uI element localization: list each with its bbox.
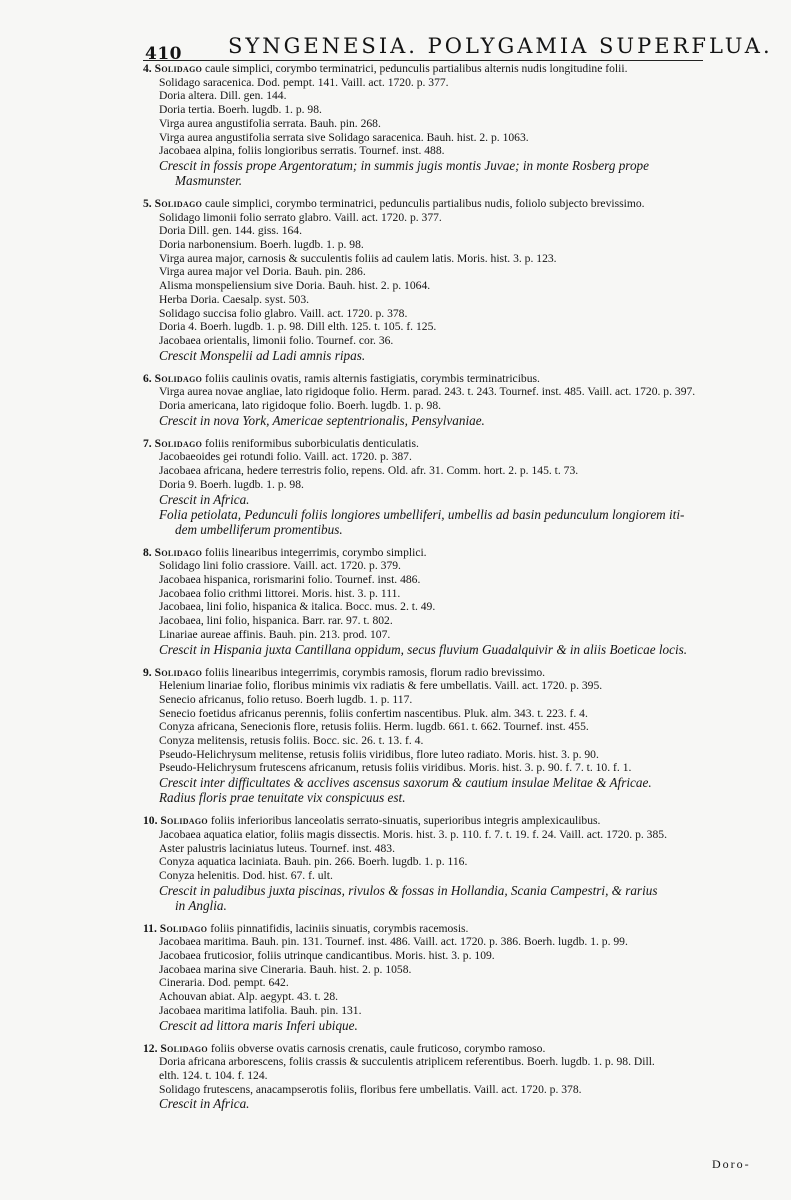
habitat-line: in Anglia. — [175, 897, 227, 913]
synonym-line: Conyza melitensis, retusis foliis. Bocc. sic. 26. t. 13. f. 4. — [159, 734, 424, 748]
synonym-line: Doria tertia. Boerh. lugdb. 1. p. 98. — [159, 103, 322, 117]
synonym-line: Solidago lini folio crassiore. Vaill. act. 1720. p. 379. — [159, 559, 401, 573]
synonym-line: Doria 4. Boerh. lugdb. 1. p. 98. Dill elth. 125. t. 105. f. 125. — [159, 320, 437, 334]
note-line: Radius floris prae tenuitate vix conspicuus est. — [159, 790, 406, 806]
species-entry — [143, 922, 771, 1033]
synonym-line: Virga aurea angustifolia serrata sive Solidago saracenica. Bauh. hist. 2. p. 1063. — [159, 130, 529, 144]
page-number: 410 — [145, 44, 182, 64]
synonym-line: Doria africana arborescens, foliis crassis & succulentis atriplicem referentibus. Boerh. lugdb. 1. p. 98. Dill. — [159, 1055, 655, 1069]
note-line: Folia petiolata, Pedunculi foliis longiores umbelliferi, umbellis ad basin pedunculum longiorem iti- — [159, 506, 685, 522]
entry-number: 9. — [143, 665, 152, 679]
synonym-line: Jacobaeoides gei rotundi folio. Vaill. act. 1720. p. 387. — [159, 450, 412, 464]
synonym-line: Aster palustris laciniatus luteus. Tournef. inst. 483. — [159, 841, 395, 855]
species-entry — [143, 814, 771, 913]
entry-genus: Solidago — [154, 545, 203, 559]
catchword: Doro- — [712, 1157, 751, 1171]
habitat-line: Crescit in Hispania juxta Cantillana oppidum, secus fluvium Guadalquivir & in aliis Boeticae locis. — [159, 641, 688, 657]
entry-diagnosis: foliis reniformibus suborbiculatis denticulatis. — [205, 436, 419, 450]
synonym-line: Achouvan abiat. Alp. aegypt. 43. t. 28. — [159, 990, 339, 1004]
synonym-line: Jacobaea aquatica elatior, foliis magis dissectis. Moris. hist. 3. p. 110. f. 7. t. 19. f. 24. Vaill. act. 1720. p. 385. — [159, 827, 667, 841]
synonym-line: Jacobaea orientalis, limonii folio. Tournef. cor. 36. — [159, 333, 394, 347]
synonym-line: Helenium linariae folio, floribus minimis vix radiatis & fere umbellatis. Vaill. act. 1720. p. 395. — [159, 679, 603, 693]
species-entry — [143, 437, 771, 537]
species-list — [143, 62, 771, 1120]
habitat-line: Crescit in Africa. — [159, 491, 250, 507]
synonym-line: Solidago saracenica. Dod. pempt. 141. Vaill. act. 1720. p. 377. — [159, 75, 449, 89]
synonym-line: Alisma monspeliensium sive Doria. Bauh. hist. 2. p. 1064. — [159, 279, 431, 293]
synonym-line: Jacobaea, lini folio, hispanica & italica. Bocc. mus. 2. t. 49. — [159, 600, 436, 614]
synonym-line: Virga aurea major, carnosis & succulentis foliis ad caulem latis. Moris. hist. 3. p. 123. — [159, 251, 557, 265]
synonym-line: Jacobaea fruticosior, foliis utrinque candicantibus. Moris. hist. 3. p. 109. — [159, 949, 495, 963]
synonym-line: Solidago limonii folio serrato glabro. Vaill. act. 1720. p. 377. — [159, 210, 442, 224]
entry-genus: Solidago — [160, 814, 208, 828]
synonym-line: Doria Dill. gen. 144. giss. 164. — [159, 224, 302, 238]
entry-diagnosis-line — [143, 62, 771, 76]
synonym-line: Solidago succisa folio glabro. Vaill. act. 1720. p. 378. — [159, 306, 408, 320]
habitat-line: Crescit in paludibus juxta piscinas, rivulos & fossas in Hollandia, Scania Campestri, & rarius — [159, 882, 658, 898]
entry-diagnosis-line — [143, 546, 771, 560]
entry-diagnosis: caule simplici, corymbo terminatrici, pedunculis partialibus nudis, foliolo subjecto brevissimo. — [205, 196, 645, 210]
entry-genus: Solidago — [154, 196, 203, 210]
synonym-line: Doria 9. Boerh. lugdb. 1. p. 98. — [159, 477, 304, 491]
entry-number: 8. — [143, 545, 152, 559]
synonym-line: Herba Doria. Caesalp. syst. 503. — [159, 292, 310, 306]
header-rule — [143, 60, 703, 61]
species-entry — [143, 62, 771, 188]
synonym-line: Jacobaea marina sive Cineraria. Bauh. hist. 2. p. 1058. — [159, 962, 412, 976]
entry-diagnosis: foliis obverse ovatis carnosis crenatis, caule fruticoso, corymbo ramoso. — [210, 1041, 546, 1055]
species-entry — [143, 372, 771, 428]
synonym-line: Conyza helenitis. Dod. hist. 67. f. ult. — [159, 868, 333, 882]
note-line: dem umbelliferum promentibus. — [175, 521, 343, 537]
entry-number: 11. — [143, 921, 157, 935]
entry-diagnosis-line — [143, 814, 771, 828]
entry-number: 10. — [143, 814, 158, 828]
synonym-line: Jacobaea africana, hedere terrestris folio, repens. Old. afr. 31. Comm. hort. 2. p. 145. t. 73. — [159, 464, 579, 478]
synonym-line: Senecio africanus, folio retuso. Boerh lugdb. 1. p. 117. — [159, 692, 413, 706]
entry-diagnosis-line — [143, 922, 771, 936]
entry-genus: Solidago — [160, 1041, 208, 1055]
synonym-line: Virga aurea novae angliae, lato rigidoque folio. Herm. parad. 243. t. 243. Tournef. inst. 485. Vaill. act. 1720. p. 397. — [159, 385, 696, 399]
species-entry — [143, 197, 771, 363]
entry-diagnosis: foliis linearibus integerrimis, corymbo simplici. — [205, 545, 427, 559]
entry-diagnosis: foliis linearibus integerrimis, corymbis ramosis, florum radio brevissimo. — [205, 665, 546, 679]
synonym-line: Doria americana, lato rigidoque folio. Boerh. lugdb. 1. p. 98. — [159, 399, 442, 413]
habitat-line: Crescit in nova York, Americae septentrionalis, Pensylvaniae. — [159, 412, 485, 428]
habitat-line: Crescit in Africa. — [159, 1096, 250, 1112]
running-head: SYNGENESIA. POLYGAMIA SUPERFLUA. — [228, 34, 773, 58]
habitat-line: Masmunster. — [175, 172, 243, 188]
synonym-line: Jacobaea alpina, foliis longioribus serratis. Tournef. inst. 488. — [159, 144, 445, 158]
habitat-line: Crescit in fossis prope Argentoratum; in summis jugis montis Juvae; in monte Rosberg prope — [159, 157, 649, 173]
synonym-line: Jacobaea maritima. Bauh. pin. 131. Tournef. inst. 486. Vaill. act. 1720. p. 386. Boerh. lugdb. 1. p. 99. — [159, 935, 628, 949]
synonym-line: Jacobaea, lini folio, hispanica. Barr. rar. 97. t. 802. — [159, 614, 393, 628]
entry-number: 5. — [143, 196, 152, 210]
synonym-line: Virga aurea major vel Doria. Bauh. pin. 286. — [159, 265, 366, 279]
habitat-line: Crescit Monspelii ad Ladi amnis ripas. — [159, 347, 366, 363]
synonym-line: Pseudo-Helichrysum frutescens africanum, retusis foliis viridibus. Moris. hist. 3. p. 90. f. 7. t. 10. f. 1. — [159, 761, 632, 775]
entry-genus: Solidago — [154, 371, 203, 385]
synonym-line: Jacobaea folio crithmi littorei. Moris. hist. 3. p. 111. — [159, 586, 401, 600]
entry-diagnosis-line — [143, 1042, 771, 1056]
species-entry — [143, 1042, 771, 1112]
entry-diagnosis: foliis pinnatifidis, laciniis sinuatis, corymbis racemosis. — [210, 921, 469, 935]
entry-diagnosis-line — [143, 197, 771, 211]
synonym-line: Jacobaea hispanica, rorismarini folio. Tournef. inst. 486. — [159, 572, 421, 586]
synonym-line: Linariae aureae affinis. Bauh. pin. 213. prod. 107. — [159, 627, 391, 641]
synonym-line: Jacobaea maritima latifolia. Bauh. pin. 131. — [159, 1003, 362, 1017]
species-entry — [143, 666, 771, 806]
synonym-line: elth. 124. t. 104. f. 124. — [159, 1068, 268, 1082]
synonym-line: Doria altera. Dill. gen. 144. — [159, 89, 287, 103]
synonym-line: Doria narbonensium. Boerh. lugdb. 1. p. 98. — [159, 238, 364, 252]
entry-number: 4. — [143, 62, 152, 75]
synonym-line: Solidago frutescens, anacampserotis foliis, floribus fere umbellatis. Vaill. act. 1720. p. 378. — [159, 1082, 582, 1096]
synonym-line: Conyza aquatica laciniata. Bauh. pin. 266. Boerh. lugdb. 1. p. 116. — [159, 855, 468, 869]
synonym-line: Conyza africana, Senecionis flore, retusis foliis. Herm. lugdb. 661. t. 662. Tournef. inst. 455. — [159, 720, 589, 734]
entry-genus: Solidago — [154, 665, 203, 679]
entry-diagnosis: foliis caulinis ovatis, ramis alternis fastigiatis, corymbis terminatricibus. — [205, 371, 540, 385]
synonym-line: Senecio foetidus africanus perennis, foliis confertim nascentibus. Pluk. alm. 343. t. 223. f. 4. — [159, 706, 588, 720]
entry-genus: Solidago — [159, 921, 208, 935]
entry-genus: Solidago — [154, 62, 203, 75]
entry-number: 6. — [143, 371, 152, 385]
entry-diagnosis-line — [143, 437, 771, 451]
entry-genus: Solidago — [154, 436, 203, 450]
habitat-line: Crescit ad littora maris Inferi ubique. — [159, 1017, 358, 1033]
entry-number: 12. — [143, 1041, 158, 1055]
habitat-line: Crescit inter difficultates & acclives ascensus saxorum & cautium insulae Melitae & Africae. — [159, 775, 652, 791]
synonym-line: Virga aurea angustifolia serrata. Bauh. pin. 268. — [159, 116, 381, 130]
entry-diagnosis-line — [143, 372, 771, 386]
entry-diagnosis: foliis inferioribus lanceolatis serrato-sinuatis, superioribus integris amplexicaulibus. — [210, 814, 601, 828]
synonym-line: Cineraria. Dod. pempt. 642. — [159, 976, 289, 990]
synonym-line: Pseudo-Helichrysum melitense, retusis foliis viridibus, flore luteo radiato. Moris. hist. 3. p. 90. — [159, 747, 599, 761]
entry-number: 7. — [143, 436, 152, 450]
entry-diagnosis-line — [143, 666, 771, 680]
species-entry — [143, 546, 771, 657]
entry-diagnosis: caule simplici, corymbo terminatrici, pedunculis partialibus alternis nudis longitudine folii. — [205, 62, 628, 75]
